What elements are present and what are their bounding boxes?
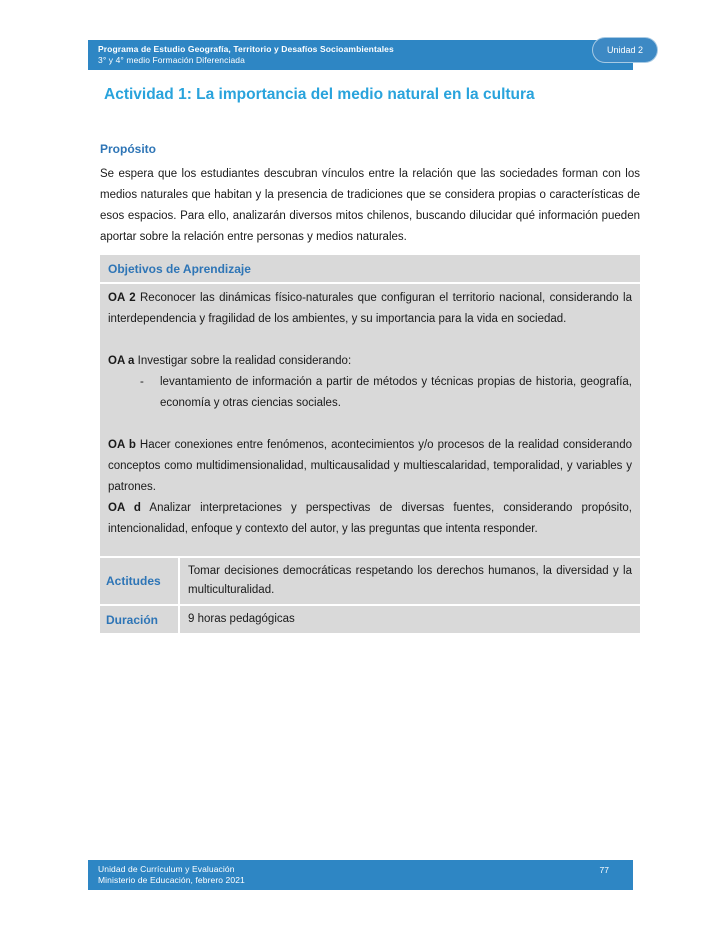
oab-label: OA b [108, 439, 136, 451]
oaa-label: OA a [108, 355, 135, 367]
duracion-label: Duración [106, 612, 159, 627]
program-title: Programa de Estudio Geografía, Territorio y Desafíos Socioambientales [98, 44, 394, 54]
actitudes-row [100, 558, 640, 604]
oaa-bullet-item [140, 372, 632, 414]
actitudes-label: Actitudes [106, 574, 161, 588]
objetivos-table [100, 255, 640, 633]
program-subtitle: 3° y 4° medio Formación Diferenciada [98, 55, 245, 65]
objetivos-table-body [100, 284, 640, 556]
activity-title: Actividad 1: La importancia del medio natural en la cultura [104, 86, 535, 103]
duracion-text: 9 horas pedagógicas [178, 606, 640, 633]
oad-text: Analizar interpretaciones y perspectivas de diversas fuentes, considerando propósito, intencionalidad, enfoque y contexto del autor, y las preguntas que intenta responder. [108, 502, 632, 535]
oab-paragraph [108, 435, 632, 498]
page-number: 77 [599, 865, 609, 875]
oad-label: OA d [108, 502, 141, 514]
actitudes-text: Tomar decisiones democráticas respetando los derechos humanos, la diversidad y la multiculturalidad. [178, 558, 640, 604]
unit-badge: Unidad 2 [592, 37, 658, 63]
footer-unit-line: Unidad de Currículum y Evaluación [98, 864, 235, 874]
bullet-dash: - [140, 376, 144, 388]
oad-paragraph [108, 498, 632, 540]
oaa-bullet-text: levantamiento de información a partir de métodos y técnicas propias de historia, geografía, economía y otras ciencias sociales. [160, 376, 632, 409]
oaa-paragraph [108, 351, 632, 372]
oa2-label: OA 2 [108, 292, 136, 304]
objetivos-table-header: Objetivos de Aprendizaje [100, 255, 640, 282]
oaa-text: Investigar sobre la realidad considerando: [137, 355, 352, 367]
footer-ministry-line: Ministerio de Educación, febrero 2021 [98, 875, 245, 885]
proposito-paragraph: Se espera que los estudiantes descubran vínculos entre la relación que las sociedades forman con los medios naturales que habitan y la presencia de tradiciones que se considera propias o características de esos espacios. Para ello, analizarán diversos mitos chilenos, buscando dilucidar qué información pueden aportar sobre la relación entre personas y medios naturales. [100, 168, 640, 243]
page-header-bar [88, 40, 633, 70]
oa2-text: Reconocer las dinámicas físico-naturales que configuran el territorio nacional, considerando la interdependencia y fragilidad de los ambientes, y su importancia para la vida en sociedad. [108, 292, 632, 325]
oab-text: Hacer conexiones entre fenómenos, acontecimientos y/o procesos de la realidad considerando conceptos como multidimensionalidad, multicausalidad y multiescalaridad, temporalidad, y variables y patrones. [108, 439, 632, 493]
page-footer-bar [88, 860, 633, 890]
oa2-paragraph [108, 288, 632, 330]
proposito-heading: Propósito [100, 142, 156, 156]
duracion-row [100, 606, 640, 633]
